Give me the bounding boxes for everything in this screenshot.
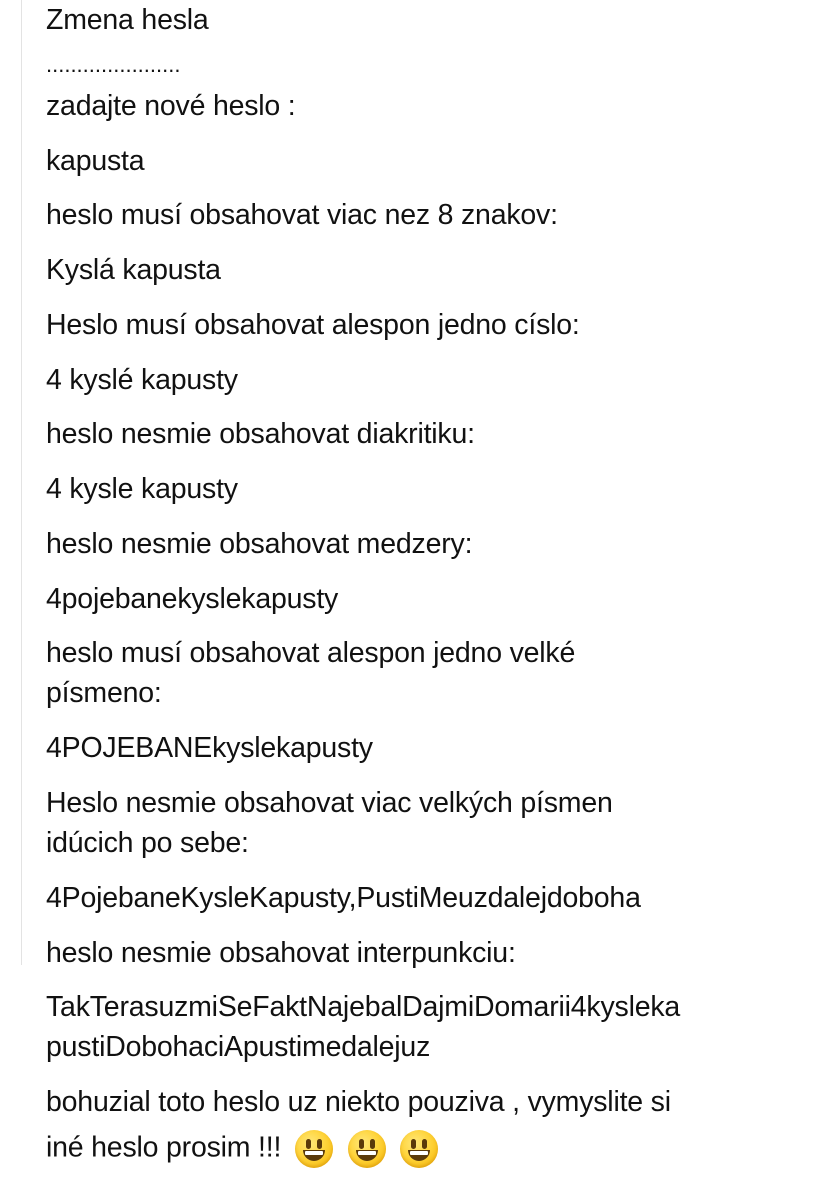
final-message-line-end <box>46 1130 445 1168</box>
final-message-line: bohuzial toto heslo uz niekto pouziva , vymyslite si <box>46 1086 671 1118</box>
answer-line-continued: pustiDobohaciApustimedalejuz <box>46 1031 431 1063</box>
grinning-face-icon <box>295 1130 333 1168</box>
answer-line: 4PojebaneKysleKapusty,PustiMeuzdalejdoboha <box>46 882 641 914</box>
answer-line: Kyslá kapusta <box>46 254 221 286</box>
grinning-face-icon <box>348 1130 386 1168</box>
rule-line: heslo nesmie obsahovat medzery: <box>46 528 473 560</box>
rule-line: heslo nesmie obsahovat diakritiku: <box>46 418 475 450</box>
left-divider <box>21 0 22 965</box>
answer-line: 4POJEBANEkyslekapusty <box>46 732 373 764</box>
answer-line: 4 kysle kapusty <box>46 473 238 505</box>
rule-line: heslo musí obsahovat viac nez 8 znakov: <box>46 199 558 231</box>
answer-line: 4 kyslé kapusty <box>46 364 238 396</box>
answer-line: TakTerasuzmiSeFaktNajebalDajmiDomarii4kysleka <box>46 991 681 1023</box>
grinning-face-icon <box>400 1130 438 1168</box>
rule-line-continued: idúcich po sebe: <box>46 827 249 859</box>
answer-line: kapusta <box>46 145 145 177</box>
rule-line: Heslo nesmie obsahovat viac velkých písmen <box>46 787 613 819</box>
final-message-text: iné heslo prosim !!! <box>46 1131 282 1164</box>
dotted-separator: ...................... <box>46 52 181 77</box>
rule-line: Heslo musí obsahovat alespon jedno císlo: <box>46 309 580 341</box>
answer-line: 4pojebanekyslekapusty <box>46 583 339 615</box>
rule-line: heslo nesmie obsahovat interpunkciu: <box>46 937 516 969</box>
title-line: Zmena hesla <box>46 4 209 36</box>
rule-line-continued: písmeno: <box>46 677 162 709</box>
rule-line: heslo musí obsahovat alespon jedno velké <box>46 637 576 669</box>
emoji-group <box>295 1130 445 1168</box>
prompt-line: zadajte nové heslo : <box>46 90 296 122</box>
